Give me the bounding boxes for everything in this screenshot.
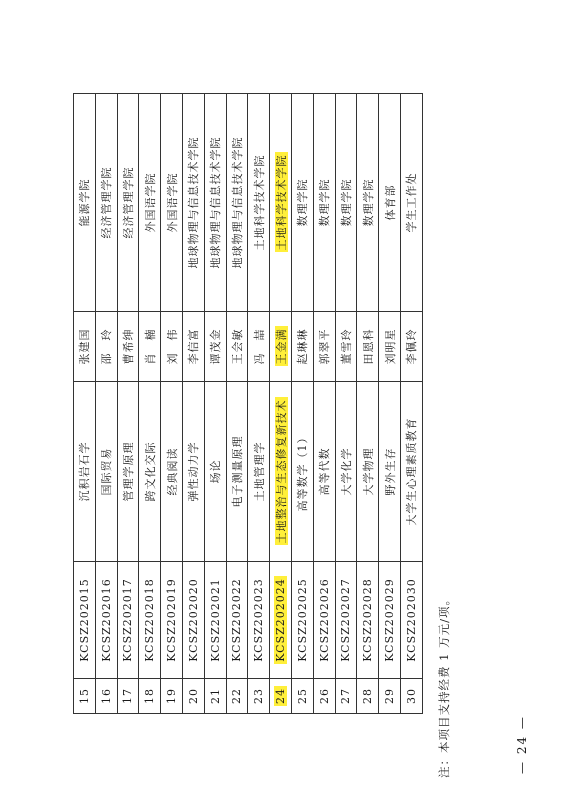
cell-department [139, 94, 161, 312]
cell-code [161, 562, 183, 679]
cell-code-text: KCSZ202026 [317, 578, 331, 662]
cell-number [379, 679, 401, 714]
cell-person [335, 312, 357, 382]
cell-person [226, 312, 248, 382]
table-row [248, 94, 270, 714]
cell-department [95, 94, 117, 312]
cell-number-text: 26 [317, 688, 331, 704]
cell-course-text: 沉积岩石学 [78, 441, 92, 502]
cell-department-text: 地球物理与信息技术学院 [230, 136, 244, 269]
cell-number-text: 17 [121, 688, 135, 704]
cell-department-text: 经济管理学院 [100, 166, 114, 239]
cell-number [182, 679, 204, 714]
cell-department-text: 数理学院 [339, 178, 353, 227]
project-table-body [74, 94, 423, 714]
cell-department-text: 经济管理学院 [121, 166, 135, 239]
cell-number-text: 23 [252, 688, 266, 704]
cell-department-text: 地球物理与信息技术学院 [209, 136, 223, 269]
cell-number-text: 29 [383, 688, 397, 704]
cell-course-text: 电子测量原理 [230, 435, 244, 508]
cell-person-text: 赵琳琳 [296, 328, 310, 365]
table-row [357, 94, 379, 714]
cell-course-text: 大学化学 [339, 447, 353, 496]
cell-code-text: KCSZ202023 [252, 578, 266, 662]
cell-department-text: 数理学院 [296, 178, 310, 227]
cell-number [313, 679, 335, 714]
cell-person-text: 李佩玲 [405, 328, 419, 365]
cell-code-text: KCSZ202028 [361, 578, 375, 662]
cell-number-text: 20 [186, 688, 200, 704]
cell-number [74, 679, 96, 714]
cell-course [335, 382, 357, 562]
cell-course-text: 大学物理 [361, 447, 375, 496]
cell-code-text: KCSZ202017 [121, 578, 135, 662]
table-row [182, 94, 204, 714]
cell-department [357, 94, 379, 312]
cell-code [379, 562, 401, 679]
cell-person-text: 李信富 [187, 328, 201, 365]
cell-number-text: 28 [361, 688, 375, 704]
cell-department-text: 能源学院 [78, 178, 92, 227]
cell-department [291, 94, 313, 312]
cell-person [117, 312, 139, 382]
table-row [226, 94, 248, 714]
cell-code [335, 562, 357, 679]
cell-code-text: KCSZ202015 [77, 578, 91, 662]
cell-course-text: 跨文化交际 [143, 441, 157, 502]
cell-person-text: 田恩科 [361, 328, 375, 365]
cell-person-text: 曹希绅 [121, 328, 135, 365]
cell-code-text: KCSZ202021 [208, 578, 222, 662]
table-row [139, 94, 161, 714]
cell-person-text: 冯 喆 [252, 328, 266, 365]
footnote: 注：本项目支持经费 1 万元/项。 [437, 592, 451, 778]
cell-number [161, 679, 183, 714]
cell-department-text: 外国语学院 [165, 172, 179, 233]
cell-department [248, 94, 270, 312]
cell-department [400, 94, 422, 312]
cell-course [270, 382, 292, 562]
cell-number-text: 27 [339, 688, 353, 704]
cell-department [379, 94, 401, 312]
cell-number [270, 679, 292, 714]
table-row [313, 94, 335, 714]
cell-department [161, 94, 183, 312]
cell-course-text: 野外生存 [383, 447, 397, 496]
cell-course [204, 382, 226, 562]
cell-course-text: 经典阅读 [165, 447, 179, 496]
cell-course-text: 土地管理学 [252, 441, 266, 502]
cell-department [182, 94, 204, 312]
cell-department-text: 数理学院 [361, 178, 375, 227]
cell-number [204, 679, 226, 714]
cell-course [291, 382, 313, 562]
cell-number [226, 679, 248, 714]
cell-course-text: 土地整治与生态修复新技术 [274, 399, 288, 544]
cell-person-text: 肖 楠 [143, 328, 157, 365]
cell-number [291, 679, 313, 714]
cell-course [74, 382, 96, 562]
cell-code [117, 562, 139, 679]
cell-course-text: 大学生心理素质教育 [405, 417, 419, 526]
cell-code [270, 562, 292, 679]
cell-code-text: KCSZ202024 [274, 578, 288, 662]
table-row [74, 94, 96, 714]
cell-number [117, 679, 139, 714]
cell-code-text: KCSZ202027 [339, 578, 353, 662]
cell-code [357, 562, 379, 679]
cell-department [204, 94, 226, 312]
cell-number-text: 25 [295, 688, 309, 704]
cell-person [357, 312, 379, 382]
cell-department [74, 94, 96, 312]
cell-department [313, 94, 335, 312]
cell-person-text: 张建国 [78, 328, 92, 365]
cell-course [95, 382, 117, 562]
cell-department-text: 外国语学院 [143, 172, 157, 233]
table-row [270, 94, 292, 714]
cell-course [139, 382, 161, 562]
cell-code-text: KCSZ202025 [295, 578, 309, 662]
cell-department-text: 数理学院 [318, 178, 332, 227]
cell-course-text: 弹性动力学 [187, 441, 201, 502]
table-row [335, 94, 357, 714]
cell-person [379, 312, 401, 382]
cell-person [313, 312, 335, 382]
cell-person [95, 312, 117, 382]
cell-course [379, 382, 401, 562]
cell-department [226, 94, 248, 312]
cell-number-text: 16 [99, 688, 113, 704]
cell-code [95, 562, 117, 679]
cell-number [95, 679, 117, 714]
cell-course [161, 382, 183, 562]
cell-person-text: 邵 玲 [100, 328, 114, 365]
cell-department-text: 学生工作处 [405, 172, 419, 233]
cell-person [139, 312, 161, 382]
cell-code [204, 562, 226, 679]
cell-code-text: KCSZ202018 [143, 578, 157, 662]
cell-code [313, 562, 335, 679]
cell-department-text: 地球物理与信息技术学院 [187, 136, 201, 269]
table-row [95, 94, 117, 714]
cell-department [335, 94, 357, 312]
cell-person [248, 312, 270, 382]
cell-code [226, 562, 248, 679]
cell-course-text: 高等代数 [318, 447, 332, 496]
cell-code [248, 562, 270, 679]
cell-number-text: 30 [404, 688, 418, 704]
project-table [73, 93, 423, 714]
cell-person [204, 312, 226, 382]
cell-person [400, 312, 422, 382]
cell-person-text: 郭翠平 [318, 328, 332, 365]
cell-code-text: KCSZ202020 [186, 578, 200, 662]
cell-number [357, 679, 379, 714]
cell-code-text: KCSZ202022 [230, 578, 244, 662]
cell-code-text: KCSZ202030 [404, 578, 418, 662]
cell-person-text: 王会敏 [230, 328, 244, 365]
table-row [291, 94, 313, 714]
cell-course [357, 382, 379, 562]
cell-course [117, 382, 139, 562]
cell-department [117, 94, 139, 312]
cell-department [270, 94, 292, 312]
cell-person-text: 王金满 [274, 328, 288, 365]
cell-person-text: 董雪玲 [339, 328, 353, 365]
cell-course [226, 382, 248, 562]
table-row [379, 94, 401, 714]
cell-code-text: KCSZ202019 [165, 578, 179, 662]
cell-number [139, 679, 161, 714]
cell-number-text: 15 [77, 688, 91, 704]
cell-number-text: 24 [274, 688, 288, 704]
cell-department-text: 土地科学技术学院 [274, 154, 288, 251]
cell-course-text: 管理学原理 [121, 441, 135, 502]
cell-department-text: 体育部 [383, 184, 397, 221]
cell-course-text: 高等数学（1） [296, 431, 310, 512]
cell-number-text: 21 [208, 688, 222, 704]
cell-course [400, 382, 422, 562]
cell-person [161, 312, 183, 382]
cell-person [270, 312, 292, 382]
cell-number [400, 679, 422, 714]
cell-course-text: 国际贸易 [100, 447, 114, 496]
cell-person-text: 刘明星 [383, 328, 397, 365]
cell-course [182, 382, 204, 562]
cell-code-text: KCSZ202029 [383, 578, 397, 662]
cell-code [74, 562, 96, 679]
cell-number [335, 679, 357, 714]
cell-department-text: 土地科学技术学院 [252, 154, 266, 251]
cell-code [139, 562, 161, 679]
table-row [400, 94, 422, 714]
cell-course-text: 场论 [209, 459, 223, 484]
page-number: — 24 — [515, 715, 529, 774]
cell-course [313, 382, 335, 562]
cell-number-text: 18 [143, 688, 157, 704]
table-row [161, 94, 183, 714]
cell-number-text: 22 [230, 688, 244, 704]
cell-person [74, 312, 96, 382]
cell-code [182, 562, 204, 679]
cell-person [182, 312, 204, 382]
cell-number [248, 679, 270, 714]
cell-code [291, 562, 313, 679]
cell-code [400, 562, 422, 679]
table-row [204, 94, 226, 714]
cell-person-text: 刘 伟 [165, 328, 179, 365]
cell-person-text: 谭茂金 [209, 328, 223, 365]
table-row [117, 94, 139, 714]
cell-number-text: 19 [165, 688, 179, 704]
cell-course [248, 382, 270, 562]
cell-code-text: KCSZ202016 [99, 578, 113, 662]
cell-person [291, 312, 313, 382]
